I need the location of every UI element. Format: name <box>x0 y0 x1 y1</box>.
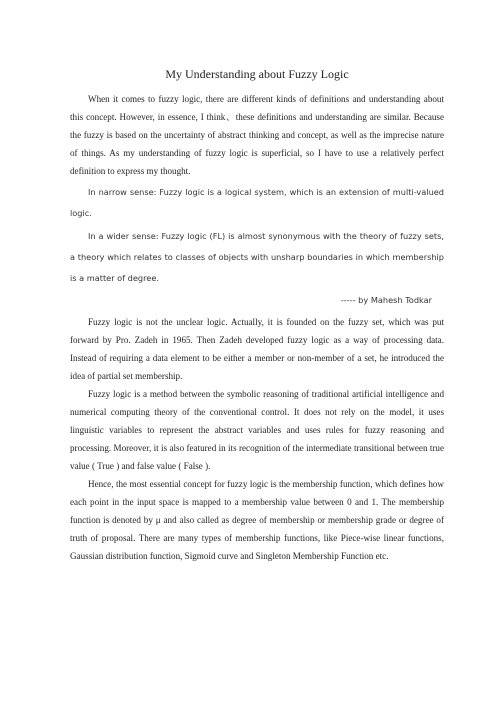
wider-sense-definition: In a wider sense: Fuzzy logic (FL) is almost synonymous with the theory of fuzzy sets, a theory which relates to classes of objects with unsharp boundaries in which membership is a matter of degree. <box>70 231 444 283</box>
method-paragraph: Fuzzy logic is a method between the symbolic reasoning of traditional artificial intelligence and numerical computing theory of the conventional control. It does not rely on the model, it uses linguistic variables to represent the abstract variables and uses rules for fuzzy reasoning and processing. Moreover, it is also featured in its recognition of the intermediate transitional between true value ( True ) and false value ( False ). <box>70 389 444 471</box>
narrow-sense-definition: In narrow sense: Fuzzy logic is a logical system, which is an extension of multi-valued logic. <box>70 187 444 218</box>
intro-paragraph: When it comes to fuzzy logic, there are different kinds of definitions and understanding about this concept. However, in essence, I think、these definitions and understanding are similar. Because the fuzzy is based on the uncertainty of abstract thinking and concept, as well as the imprecise nature of things. As my understanding of fuzzy logic is superficial, so I have to use a relatively perfect definition to express my thought. <box>70 94 444 176</box>
document-page <box>70 66 444 565</box>
quote-attribution: ----- by Mahesh Todkar <box>340 295 432 305</box>
document-title: My Understanding about Fuzzy Logic <box>165 67 349 81</box>
origin-paragraph: Fuzzy logic is not the unclear logic. Actually, it is founded on the fuzzy set, which was put forward by Pro. Zadeh in 1965. Then Zadeh developed fuzzy logic as a way of processing data. Instead of requiring a data element to be either a member or non-member of a set, he introduced the idea of partial set membership. <box>70 317 444 381</box>
membership-paragraph: Hence, the most essential concept for fuzzy logic is the membership function, which defines how each point in the input space is mapped to a membership value between 0 and 1. The membership function is denoted by μ and also called as degree of membership or membership grade or degree of truth of proposal. There are many types of membership functions, like Piece-wise linear functions, Gaussian distribution function, Sigmoid curve and Singleton Membership Function etc. <box>70 479 444 561</box>
